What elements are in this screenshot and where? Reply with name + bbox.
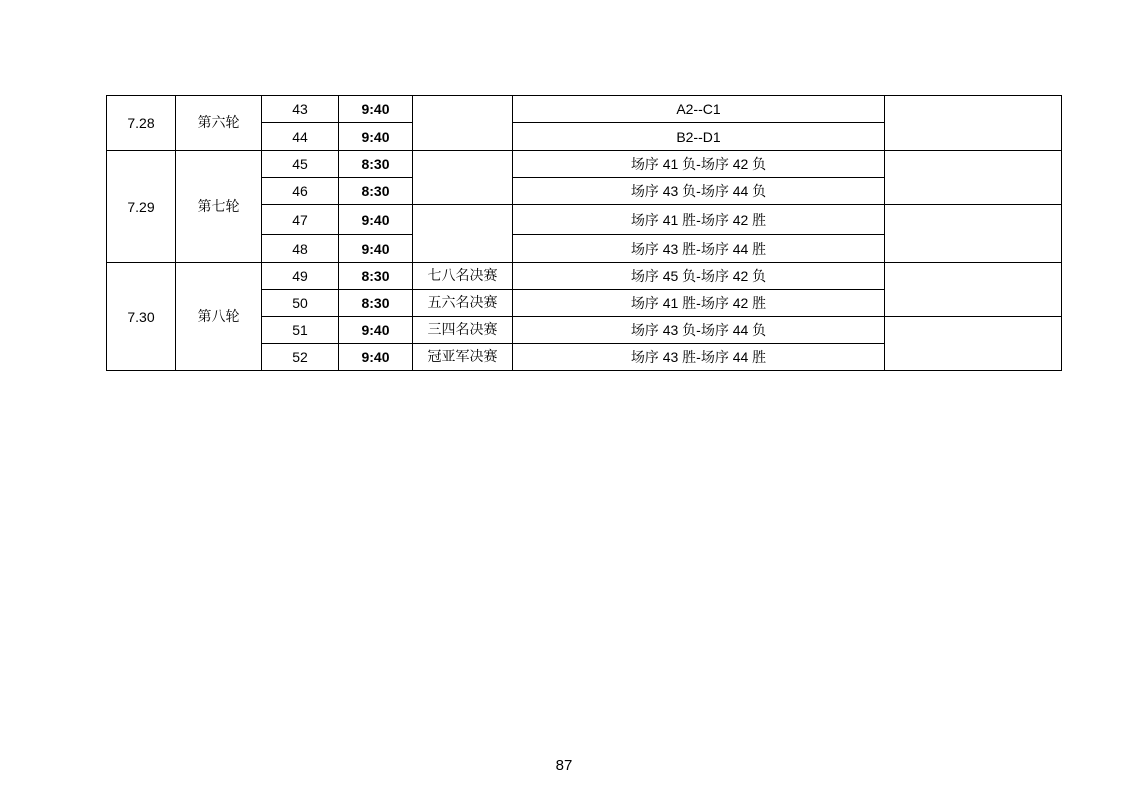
- match-cell: 场序 41 胜-场序 42 胜: [513, 290, 885, 317]
- page-number: 87: [555, 757, 573, 774]
- round-cell: 第六轮: [176, 96, 262, 151]
- time-cell: 8:30: [339, 151, 413, 178]
- table-row: [107, 151, 1062, 178]
- match-cell: 场序 45 负-场序 42 负: [513, 263, 885, 290]
- stage-cell: 五六名决赛: [413, 290, 513, 317]
- table-row: [107, 263, 1062, 290]
- match-number-cell: 45: [262, 151, 339, 178]
- time-cell: 9:40: [339, 96, 413, 123]
- remark-cell: [885, 96, 1062, 151]
- remark-cell: [885, 205, 1062, 263]
- stage-cell: 冠亚军决赛: [413, 344, 513, 371]
- match-number-cell: 44: [262, 123, 339, 151]
- date-cell: 7.28: [107, 96, 176, 151]
- match-cell: 场序 41 胜-场序 42 胜: [513, 205, 885, 235]
- match-cell: 场序 43 负-场序 44 负: [513, 178, 885, 205]
- date-cell: 7.29: [107, 151, 176, 263]
- round-cell: 第七轮: [176, 151, 262, 263]
- stage-cell: 三四名决赛: [413, 317, 513, 344]
- stage-cell: [413, 205, 513, 263]
- remark-cell: [885, 263, 1062, 317]
- match-number-cell: 50: [262, 290, 339, 317]
- match-number-cell: 48: [262, 235, 339, 263]
- match-number-cell: 51: [262, 317, 339, 344]
- match-cell: A2--C1: [513, 96, 885, 123]
- table-row: [107, 96, 1062, 123]
- time-cell: 9:40: [339, 344, 413, 371]
- time-cell: 8:30: [339, 263, 413, 290]
- time-cell: 9:40: [339, 205, 413, 235]
- match-cell: 场序 43 负-场序 44 负: [513, 317, 885, 344]
- stage-cell: 七八名决赛: [413, 263, 513, 290]
- match-cell: B2--D1: [513, 123, 885, 151]
- remark-cell: [885, 151, 1062, 205]
- match-number-cell: 49: [262, 263, 339, 290]
- date-cell: 7.30: [107, 263, 176, 371]
- time-cell: 9:40: [339, 235, 413, 263]
- match-cell: 场序 41 负-场序 42 负: [513, 151, 885, 178]
- stage-cell: [413, 151, 513, 205]
- round-cell: 第八轮: [176, 263, 262, 371]
- time-cell: 8:30: [339, 178, 413, 205]
- time-cell: 9:40: [339, 123, 413, 151]
- time-cell: 8:30: [339, 290, 413, 317]
- stage-cell: [413, 96, 513, 151]
- time-cell: 9:40: [339, 317, 413, 344]
- match-number-cell: 52: [262, 344, 339, 371]
- match-cell: 场序 43 胜-场序 44 胜: [513, 344, 885, 371]
- match-schedule-table: [106, 95, 1062, 371]
- match-number-cell: 43: [262, 96, 339, 123]
- remark-cell: [885, 317, 1062, 371]
- match-number-cell: 47: [262, 205, 339, 235]
- match-number-cell: 46: [262, 178, 339, 205]
- match-cell: 场序 43 胜-场序 44 胜: [513, 235, 885, 263]
